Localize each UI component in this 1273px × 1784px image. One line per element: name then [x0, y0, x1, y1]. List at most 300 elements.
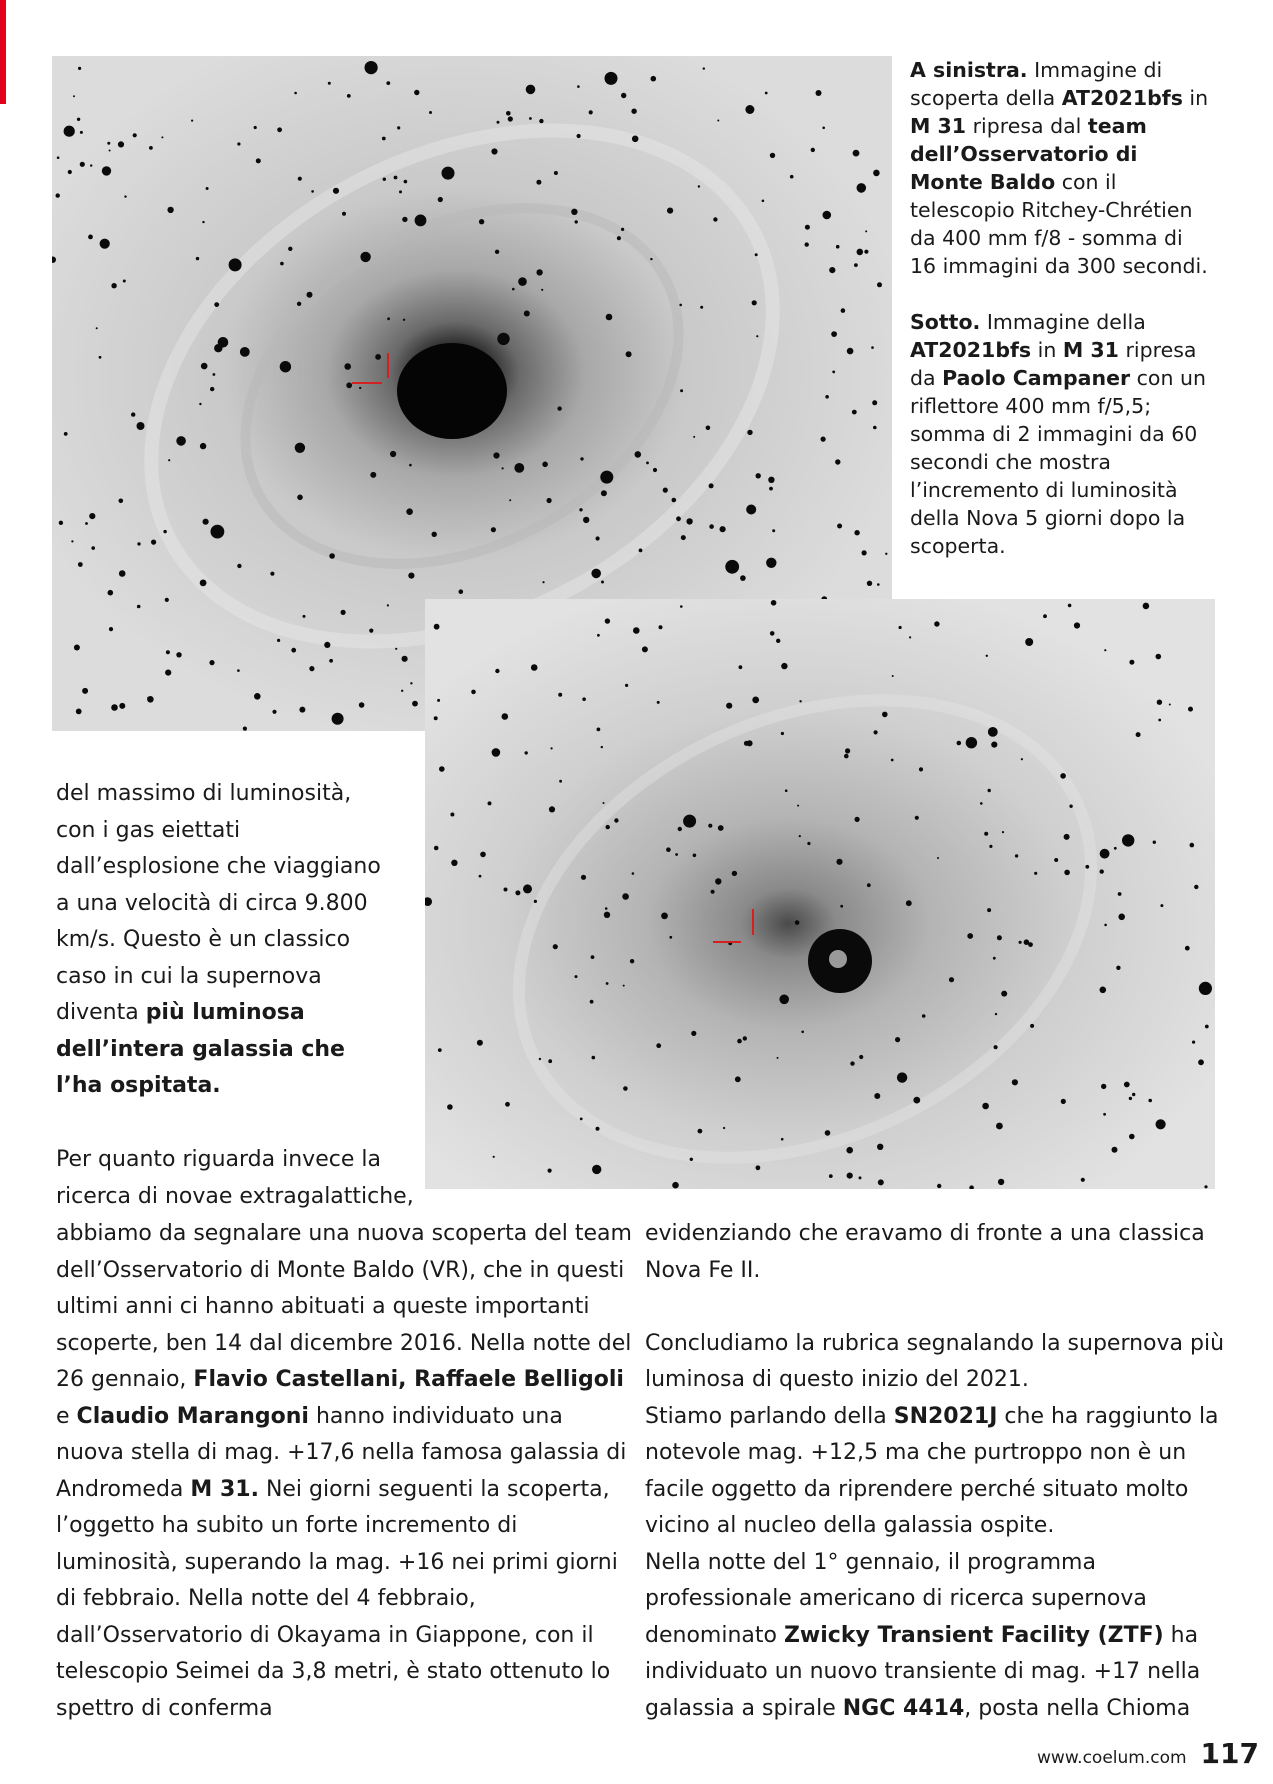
- caption-text: Immagine della: [986, 310, 1146, 334]
- discoverer-names: Claudio Marangoni: [76, 1403, 309, 1429]
- star: [1064, 834, 1070, 840]
- survey-name: Zwicky Transient Facility (ZTF): [783, 1622, 1164, 1648]
- star: [76, 709, 82, 715]
- star: [167, 207, 173, 213]
- star: [1204, 1185, 1207, 1188]
- star: [603, 802, 605, 804]
- star: [493, 1156, 495, 1158]
- star: [1129, 1097, 1132, 1100]
- star: [78, 67, 81, 70]
- star: [387, 317, 390, 320]
- star: [1188, 707, 1193, 712]
- star: [64, 126, 75, 137]
- star: [631, 109, 636, 114]
- star: [365, 61, 378, 74]
- star: [895, 1037, 900, 1042]
- star: [693, 854, 697, 858]
- star: [606, 982, 609, 985]
- paragraph-text: ha individuato un nuovo transiente di mag. +17 nella galassia a spirale: [645, 1622, 1201, 1721]
- paragraph-text: Concludiamo la rubrica segnalando la supernova più luminosa di questo inizio del 2021.: [645, 1330, 1225, 1392]
- star: [399, 190, 402, 193]
- star: [957, 741, 962, 746]
- star: [805, 225, 810, 230]
- star: [109, 627, 113, 631]
- star: [769, 487, 773, 491]
- star: [479, 219, 484, 224]
- star: [756, 473, 761, 478]
- star: [509, 499, 511, 501]
- star: [504, 888, 508, 892]
- star: [740, 575, 746, 581]
- star: [237, 669, 240, 672]
- star: [1158, 719, 1161, 722]
- star: [604, 912, 610, 918]
- caption-below-image: [910, 308, 1210, 560]
- star: [495, 250, 499, 254]
- star: [229, 258, 242, 271]
- star: [298, 177, 302, 181]
- star: [799, 700, 801, 702]
- star: [909, 636, 911, 638]
- star: [984, 832, 988, 836]
- star: [862, 550, 867, 555]
- star: [683, 815, 696, 828]
- star: [847, 348, 854, 355]
- star: [1112, 1147, 1118, 1153]
- star: [471, 690, 476, 695]
- star: [80, 162, 85, 167]
- star: [949, 977, 954, 982]
- star: [1157, 700, 1162, 705]
- caption-left-image: [910, 56, 1210, 280]
- star: [770, 631, 775, 636]
- star: [383, 178, 386, 181]
- star: [131, 412, 135, 416]
- star: [626, 351, 632, 357]
- star: [915, 816, 919, 820]
- star: [497, 333, 509, 345]
- star: [581, 875, 586, 880]
- star: [575, 975, 578, 978]
- star: [605, 72, 618, 85]
- star: [807, 842, 810, 845]
- star: [580, 457, 583, 460]
- star: [558, 693, 562, 697]
- star: [854, 263, 858, 267]
- star: [837, 524, 842, 529]
- star: [346, 382, 352, 388]
- star: [534, 900, 537, 903]
- star: [799, 835, 801, 837]
- star: [1194, 885, 1198, 889]
- star: [632, 136, 639, 143]
- star: [78, 562, 83, 567]
- star: [137, 542, 140, 545]
- star: [1122, 834, 1134, 846]
- star: [390, 451, 396, 457]
- star: [680, 389, 683, 392]
- star: [502, 467, 504, 469]
- star: [633, 627, 640, 634]
- star: [725, 560, 739, 574]
- star: [280, 361, 291, 372]
- star: [994, 1045, 998, 1049]
- star: [756, 335, 758, 337]
- star: [606, 825, 610, 829]
- star: [1169, 704, 1171, 706]
- star: [214, 344, 222, 352]
- star: [447, 1104, 453, 1110]
- star: [333, 188, 339, 194]
- star: [515, 890, 520, 895]
- star: [209, 660, 214, 665]
- star: [442, 167, 455, 180]
- star: [877, 583, 880, 586]
- star: [382, 137, 386, 141]
- star: [439, 766, 445, 772]
- star: [1118, 892, 1122, 896]
- star: [1034, 872, 1037, 875]
- paragraph-text: Nei giorni seguenti la scoperta, l’oggetto ha subito un forte incremento di luminosità, superando la mag. +16 nei primi giorni di febbraio. Nella notte del 4 febbraio, dall’Osservatorio di Okayama in Giappone, con il telescopio Seimei da 3,8 metri, è stato ottenuto lo spettro di conferma: [56, 1476, 618, 1721]
- star: [297, 495, 303, 501]
- star: [571, 209, 577, 215]
- star: [989, 845, 992, 848]
- star: [277, 127, 282, 132]
- star: [577, 85, 580, 88]
- star: [1100, 869, 1104, 873]
- star: [867, 581, 872, 586]
- star: [329, 553, 335, 559]
- star: [1001, 991, 1007, 997]
- star: [1156, 654, 1162, 660]
- star: [580, 1118, 583, 1121]
- star: [672, 1182, 679, 1189]
- star: [1025, 638, 1033, 646]
- star: [1192, 1041, 1195, 1044]
- star: [68, 170, 72, 174]
- star: [1153, 841, 1156, 844]
- star: [591, 569, 601, 579]
- star: [409, 464, 412, 467]
- star: [541, 289, 543, 291]
- star: [119, 570, 126, 577]
- star: [583, 517, 589, 523]
- star: [531, 664, 538, 671]
- star: [410, 682, 412, 684]
- star: [601, 490, 607, 496]
- star: [840, 905, 843, 908]
- paragraph-text: Nella notte del 1° gennaio, il programma professionale americano di ricerca supernova denominato: [645, 1549, 1147, 1648]
- star: [559, 780, 562, 783]
- star: [1118, 914, 1125, 921]
- star: [480, 852, 486, 858]
- star: [622, 893, 629, 900]
- star: [539, 119, 543, 123]
- star: [429, 111, 432, 114]
- star: [801, 1031, 804, 1034]
- star: [1100, 849, 1110, 859]
- star: [656, 1043, 661, 1048]
- star: [451, 860, 457, 866]
- star: [982, 1103, 989, 1110]
- galaxy-nucleus: [397, 343, 507, 439]
- star: [360, 252, 370, 262]
- star: [1043, 614, 1047, 618]
- star: [659, 625, 663, 629]
- galaxy-name: M 31.: [190, 1476, 259, 1502]
- star: [270, 572, 274, 576]
- star: [770, 153, 775, 158]
- star: [1124, 1082, 1130, 1088]
- star: [816, 90, 822, 96]
- star: [111, 283, 116, 288]
- star: [272, 710, 276, 714]
- star: [256, 158, 261, 163]
- star: [589, 110, 593, 114]
- star: [847, 1173, 853, 1179]
- star: [74, 645, 80, 651]
- star: [199, 403, 201, 405]
- star: [913, 1097, 920, 1104]
- star: [124, 195, 126, 197]
- star: [853, 150, 860, 157]
- star: [137, 422, 145, 430]
- galaxy-name: NGC 4414: [842, 1695, 965, 1721]
- star: [341, 610, 346, 615]
- star: [592, 1165, 601, 1174]
- star: [1143, 603, 1150, 610]
- caption-text: Immagine di scoperta della: [910, 58, 1163, 110]
- star: [1148, 1099, 1152, 1103]
- star: [678, 827, 682, 831]
- star: [996, 1123, 1003, 1130]
- star: [1021, 758, 1023, 760]
- star: [601, 746, 603, 748]
- star: [477, 1040, 483, 1046]
- star: [415, 215, 427, 227]
- star: [841, 308, 846, 313]
- star: [852, 410, 857, 415]
- paragraph-text: evidenziando che eravamo di fronte a una classica Nova Fe II.: [645, 1221, 1205, 1283]
- star: [922, 1014, 926, 1018]
- star: [988, 727, 998, 737]
- star: [309, 666, 314, 671]
- star: [998, 1179, 1004, 1185]
- paragraph-text: Per quanto riguarda invece la ricerca di novae extragalattiche,: [56, 1147, 414, 1209]
- star: [735, 1076, 741, 1082]
- star: [805, 242, 809, 246]
- star: [679, 304, 682, 307]
- star: [937, 1184, 941, 1188]
- star: [987, 908, 991, 912]
- star: [387, 604, 389, 606]
- star: [785, 789, 788, 792]
- star: [303, 615, 306, 618]
- star: [514, 463, 524, 473]
- star: [832, 371, 835, 374]
- star: [934, 621, 939, 626]
- star: [375, 354, 381, 360]
- star: [937, 857, 939, 859]
- star: [882, 712, 888, 718]
- star: [823, 211, 832, 220]
- star: [495, 669, 499, 673]
- star: [713, 217, 717, 221]
- star: [99, 356, 102, 359]
- star: [781, 1138, 784, 1141]
- star: [526, 85, 536, 95]
- star: [394, 176, 398, 180]
- star: [865, 230, 867, 232]
- star: [906, 900, 912, 906]
- star: [639, 549, 643, 553]
- caption-text: ripresa da: [910, 338, 1197, 390]
- star: [168, 459, 170, 461]
- star: [845, 748, 850, 753]
- star: [873, 170, 880, 177]
- star: [359, 387, 361, 389]
- star: [744, 741, 749, 746]
- star: [582, 697, 586, 701]
- star: [329, 659, 333, 663]
- star: [621, 228, 624, 231]
- star: [642, 646, 648, 652]
- star: [859, 1055, 863, 1059]
- star: [756, 1165, 761, 1170]
- star: [871, 346, 874, 349]
- star: [1074, 622, 1080, 628]
- star: [592, 1056, 596, 1060]
- star: [667, 208, 673, 214]
- star: [328, 82, 331, 85]
- paragraph-text: , posta nella Chioma: [964, 1695, 1191, 1721]
- paragraph-text: abbiamo da segnalare una nuova scoperta del team dell’Osservatorio di Monte Baldo (VR), che in questi ultimi anni ci hanno abituati a queste importanti scoperte, ben 14 dal dicembre 2016. Nella notte del 26 gennaio,: [56, 1221, 632, 1392]
- page-number: 117: [1200, 1737, 1259, 1770]
- star: [344, 363, 351, 370]
- section-marker-bar: [0, 0, 6, 104]
- star: [1019, 941, 1022, 944]
- star: [85, 522, 88, 525]
- star: [597, 634, 600, 637]
- star: [1136, 732, 1141, 737]
- star: [661, 913, 668, 920]
- star: [202, 221, 204, 223]
- star: [401, 690, 403, 692]
- star: [165, 598, 169, 602]
- star: [709, 524, 714, 529]
- star: [497, 121, 500, 124]
- star: [693, 436, 695, 438]
- star: [874, 1093, 880, 1099]
- star: [797, 805, 799, 807]
- star: [857, 249, 864, 256]
- star: [201, 363, 208, 370]
- star: [479, 875, 482, 878]
- star: [1199, 982, 1212, 995]
- star: [432, 532, 437, 537]
- star: [213, 373, 216, 376]
- star: [518, 277, 527, 286]
- star: [438, 1048, 442, 1052]
- star: [295, 443, 305, 453]
- page-footer: [1037, 1737, 1259, 1770]
- star: [781, 732, 784, 735]
- star: [766, 558, 776, 568]
- star: [505, 1102, 510, 1107]
- star: [1160, 904, 1163, 907]
- star: [1064, 870, 1070, 876]
- star: [681, 535, 686, 540]
- star: [524, 311, 530, 317]
- star: [691, 1031, 696, 1036]
- star: [492, 748, 501, 757]
- star: [700, 306, 703, 309]
- star: [717, 120, 719, 122]
- star: [406, 508, 413, 515]
- object-name: AT2021bfs: [1061, 86, 1183, 110]
- star: [651, 76, 657, 82]
- star: [596, 536, 600, 540]
- star: [752, 697, 759, 704]
- star: [1085, 865, 1089, 869]
- article-column-2: [645, 1216, 1225, 1727]
- star: [109, 150, 111, 152]
- star: [536, 180, 541, 185]
- star: [459, 589, 464, 594]
- star: [294, 92, 297, 95]
- star: [878, 1179, 884, 1185]
- paragraph-text: e: [56, 1403, 70, 1429]
- author-name: Paolo Campaner: [942, 366, 1131, 390]
- star: [1104, 924, 1107, 927]
- star: [100, 239, 110, 249]
- caption-label: Sotto.: [910, 310, 981, 334]
- star: [779, 995, 789, 1005]
- star: [299, 707, 305, 713]
- star: [867, 883, 871, 887]
- star: [899, 626, 902, 629]
- star: [575, 220, 578, 223]
- star: [986, 655, 988, 657]
- star: [1129, 660, 1134, 665]
- star: [111, 704, 118, 711]
- star: [211, 525, 225, 539]
- star: [397, 126, 400, 129]
- star: [768, 477, 774, 483]
- star: [1104, 649, 1106, 651]
- star: [525, 751, 528, 754]
- star: [548, 1169, 552, 1173]
- caption-text: in: [1189, 86, 1209, 110]
- star: [747, 430, 752, 435]
- star: [56, 193, 60, 197]
- star: [621, 93, 626, 98]
- article-paragraph: [645, 1326, 1225, 1728]
- star: [386, 81, 390, 85]
- star: [491, 527, 496, 532]
- star: [891, 759, 894, 762]
- star: [149, 146, 153, 150]
- star: [709, 483, 714, 488]
- star: [630, 959, 634, 963]
- star: [614, 818, 618, 822]
- footer-url[interactable]: www.coelum.com: [1037, 1748, 1187, 1768]
- star: [877, 1144, 883, 1150]
- star: [776, 639, 780, 643]
- star: [711, 890, 715, 894]
- paragraph-text: hanno individuato una nuova stella di mag. +17,6 nella famosa galassia di Andromeda: [56, 1403, 627, 1502]
- star: [488, 801, 492, 805]
